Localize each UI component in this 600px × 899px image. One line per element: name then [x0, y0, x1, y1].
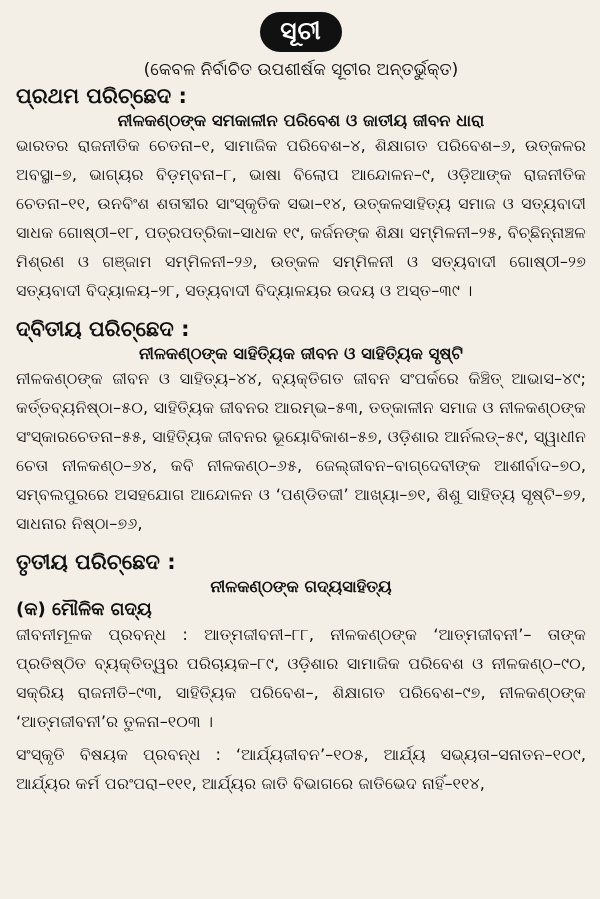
section-label: (କ) ମୌଳିକ ଗଦ୍ୟ — [16, 599, 152, 620]
page-subtitle: (କେବଳ ନିର୍ବାଚିତ ଉପଶୀର୍ଷକ ସୂଚୀର ଅନ୍ତର୍ଭୁକ୍ତ) — [143, 60, 459, 80]
chapter-2-heading: ଦ୍ବିତୀୟ ପରିଚ୍ଛେଦ : — [16, 317, 190, 341]
chapter-3-heading: ତୃତୀୟ ପରିଚ୍ଛେଦ : — [16, 550, 176, 574]
chapter-2-subheading: ନୀଳକଣ୍ଠଙ୍କ ସାହିତ୍ୟିକ ଜୀବନ ଓ ସାହିତ୍ୟିକ ସୃଷ୍ଟି — [139, 344, 463, 363]
chapter-3-para-1: ଜୀବନୀମୂଳକ ପ୍ରବନ୍ଧ : ଆତ୍ମଜୀବନୀ–୮୮, ନୀଳକଣ୍ଠଙ୍କ ‘ଆତ୍ମଜୀବନୀ’– ତାଙ୍କ ପ୍ରତିଷ୍ଠିତ ବ୍ୟକ୍ତିତ୍ୱର ପରିଚାୟକ–୮୯, ଓଡ଼ିଶାର ସାମାଜିକ ପରିବେଶ ଓ ନୀଳକଣ୍ଠ–୯୦, ସକ୍ରିୟ ରାଜନୀତି–୯୩, ସାହିତ୍ୟିକ ପରିବେଶ–, ଶିକ୍ଷାଗତ ପରିବେଶ–୯୭, ନୀଳକଣ୍ଠଙ୍କ ‘ଆତ୍ମଜୀବନୀ’ର ତୁଳନା–୧୦୩ । — [16, 625, 586, 731]
chapter-2-body: ନୀଳକଣ୍ଠଙ୍କ ଜୀବନ ଓ ସାହିତ୍ୟ–୪୪, ବ୍ୟକ୍ତିଗତ ଜୀବନ ସଂପର୍କରେ କିଞ୍ଚିତ୍ ଆଭାସ–୪୯; କର୍ତ୍ତବ୍ୟନିଷ୍ଠା–୫୦, ସାହିତ୍ୟିକ ଜୀବନର ଆରମ୍ଭ–୫୩, ତତ୍କାଳୀନ ସମାଜ ଓ ନୀଳକଣ୍ଠଙ୍କ ସଂସ୍କାରଚେତନା–୫୫, ସାହିତ୍ୟିକ ଜୀବନର ଭୂୟୋବିକାଶ–୫୭, ଓଡ଼ିଶାର ଆର୍ନଲଡ୍–୫୯, ସ୍ୱାଧୀନ ଚେତା ନୀଳକଣ୍ଠ–୬୪, କବି ନୀଳକଣ୍ଠ–୬୫, ଜେଲ୍‌ଜୀବନ–ବାଗ୍‌ଦେବୀଙ୍କ ଆଶୀର୍ବାଦ–୭୦, ସମ୍ବଲପୁରରେ ଅସହଯୋଗ ଆନ୍ଦୋଳନ ଓ ‘ପଣ୍ଡିତଜୀ’ ଆଖ୍ୟା–୭୧, ଶିଶୁ ସାହିତ୍ୟ ସୃଷ୍ଟି–୭୨, ସାଧନାର ନିଷ୍ଠା–୭୬, — [16, 369, 586, 533]
chapter-1-body: ଭାରତର ରାଜନୀତିକ ଚେତନା–୧, ସାମାଜିକ ପରିବେଶ–୪, ଶିକ୍ଷାଗତ ପରିବେଶ–୬, ଉତ୍କଳର ଅବସ୍ଥା–୭, ଭାଗ୍ୟର ବିଡ଼ମ୍ବନା–୮, ଭାଷା ବିଲୋପ ଆନ୍ଦୋଳନ–୯, ଓଡ଼ିଆଙ୍କ ରାଜନୀତିକ ଚେତନା–୧୧, ଉନବିଂଶ ଶତାବ୍ଦୀର ସାଂସ୍କୃତିକ ସଭା–୧୪, ଉତ୍କଳସାହିତ୍ୟ ସମାଜ ଓ ସତ୍ୟବାଦୀ ସାଧକ ଗୋଷ୍ଠୀ–୧୮, ପତ୍ରପତ୍ରିକା–ସାଧକ ୧୯, କର୍ଜନଙ୍କ ଶିକ୍ଷା ସମ୍ମିଳନୀ–୨୫, ବିଚ୍ଛିନ୍ନାଞ୍ଚଳ ମିଶ୍ରଣ ଓ ଗଞ୍ଜାମ ସମ୍ମିଳନୀ–୨୬, ଉତ୍କଳ ସମ୍ମିଳନୀ ଓ ସତ୍ୟବାଦୀ ଗୋଷ୍ଠୀ–୨୭ ସତ୍ୟବାଦୀ ବିଦ୍ୟାଳୟ–୨୮, ସତ୍ୟବାଦୀ ବିଦ୍ୟାଳୟର ଉଦୟ ଓ ଅସ୍ତ–୩୯ । — [16, 136, 586, 300]
chapter-1-subheading: ନୀଳକଣ୍ଠଙ୍କ ସମକାଳୀନ ପରିବେଶ ଓ ଜାତୀୟ ଜୀବନ ଧାରା — [117, 111, 485, 130]
chapter-1-heading: ପ୍ରଥମ ପରିଚ୍ଛେଦ : — [16, 84, 187, 108]
chapter-3-subheading: ନୀଳକଣ୍ଠଙ୍କ ଗଦ୍ୟସାହିତ୍ୟ — [210, 577, 392, 596]
chapter-3-para-2: ସଂସ୍କୃତି ବିଷୟକ ପ୍ରବନ୍ଧ : ‘ଆର୍ଯ୍ୟଜୀବନ’–୧୦୫, ଆର୍ଯ୍ୟ ସଭ୍ୟତା–ସନାତନ–୧୦୯, ଆର୍ଯ୍ୟର କର୍ମ ପରଂପରା–୧୧୧, ଆର୍ଯ୍ୟର ଜାତି ବିଭାଗରେ ଜାତିଭେଦ ନାହିଁ–୧୧୪, — [16, 745, 586, 793]
page-title: ସୂଚୀ — [260, 12, 342, 52]
title-wrap — [16, 0, 586, 52]
